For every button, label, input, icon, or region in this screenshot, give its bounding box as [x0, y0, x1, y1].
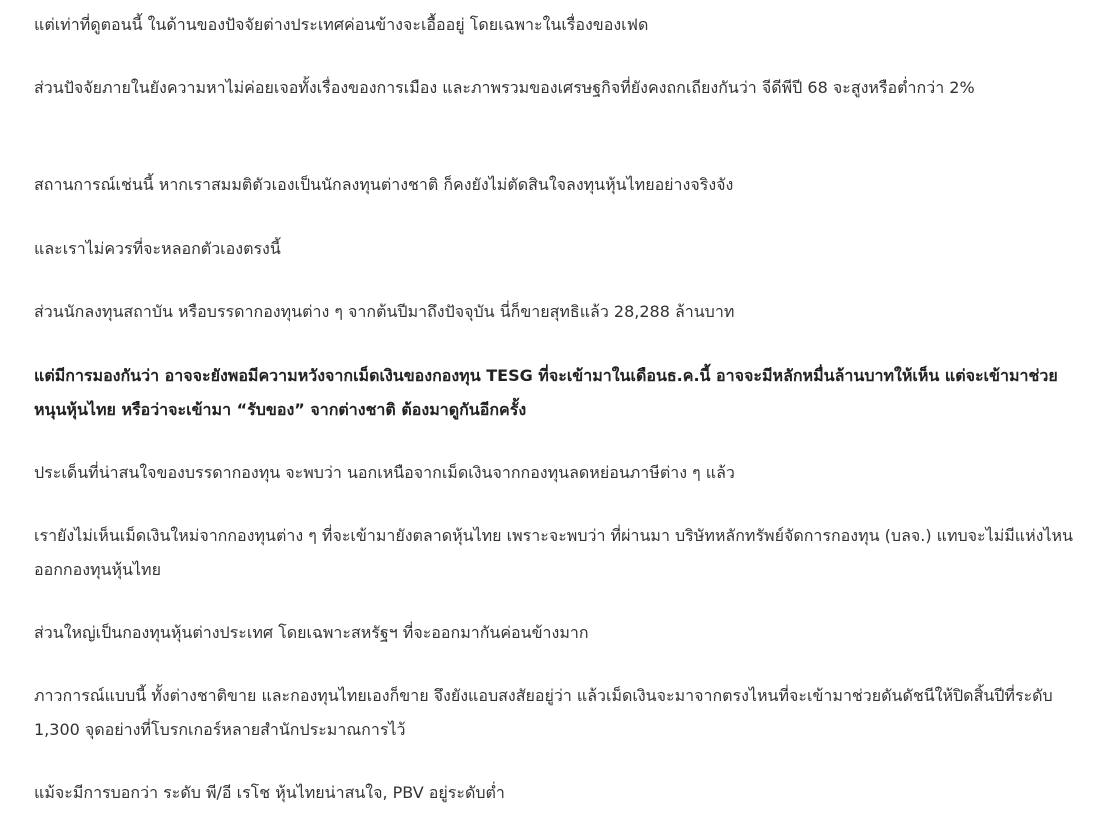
paragraph-1: แต่เท่าที่ดูตอนนี้ ในด้านของปัจจัยต่างประเทศค่อนข้างจะเอื้ออยู่ โดยเฉพาะในเรื่องของเฟด — [34, 15, 649, 34]
paragraph-8: เรายังไม่เห็นเม็ดเงินใหม่จากกองทุนต่าง ๆ ที่จะเข้ามายังตลาดหุ้นไทย เพราะจะพบว่า ที่ผ่านมา บริษัทหลักทรัพย์จัดการกองทุน (บลจ.) แทบจะไม่มีแห่งไหนออกกองทุนหุ้นไทย — [34, 526, 1073, 579]
paragraph-7: ประเด็นที่น่าสนใจของบรรดากองทุน จะพบว่า นอกเหนือจากเม็ดเงินจากกองทุนลดหย่อนภาษีต่าง ๆ แล้ว — [34, 463, 735, 482]
paragraph-9: ส่วนใหญ่เป็นกองทุนหุ้นต่างประเทศ โดยเฉพาะสหรัฐฯ ที่จะออกมากันค่อนข้างมาก — [34, 623, 589, 642]
paragraph-4: และเราไม่ควรที่จะหลอกตัวเองตรงนี้ — [34, 239, 281, 258]
paragraph-6-bold: แต่มีการมองกันว่า อาจจะยังพอมีความหวังจากเม็ดเงินของกองทุน TESG ที่จะเข้ามาในเดือนธ.ค.นี้ อาจจะมีหลักหมื่นล้านบาทให้เห็น แต่จะเข้ามาช่วยหนุนหุ้นไทย หรือว่าจะเข้ามา “รับของ” จากต่างชาติ ต้องมาดูกันอีกครั้ง — [34, 366, 1058, 419]
paragraph-5: ส่วนนักลงทุนสถาบัน หรือบรรดากองทุนต่าง ๆ จากต้นปีมาถึงปัจจุบัน นี่ก็ขายสุทธิแล้ว 28,288 ล้านบาท — [34, 302, 735, 321]
paragraph-3: สถานการณ์เช่นนี้ หากเราสมมติตัวเองเป็นนักลงทุนต่างชาติ ก็คงยังไม่ตัดสินใจลงทุนหุ้นไทยอย่างจริงจัง — [34, 175, 734, 194]
paragraph-10: ภาวการณ์แบบนี้ ทั้งต่างชาติขาย และกองทุนไทยเองก็ขาย จึงยังแอบสงสัยอยู่ว่า แล้วเม็ดเงินจะมาจากตรงไหนที่จะเข้ามาช่วยดันดัชนีให้ปิดสิ้นปีที่ระดับ 1,300 จุดอย่างที่โบรกเกอร์หลายสำนักประมาณการไว้ — [34, 686, 1053, 739]
paragraph-2: ส่วนปัจจัยภายในยังความหาไม่ค่อยเจอทั้งเรื่องของการเมือง และภาพรวมของเศรษฐกิจที่ยังคงถกเถียงกันว่า จีดีพีปี 68 จะสูงหรือต่ำกว่า 2% — [34, 78, 975, 97]
paragraph-11: แม้จะมีการบอกว่า ระดับ พี/อี เรโช หุ้นไทยน่าสนใจ, PBV อยู่ระดับต่ำ — [34, 783, 505, 802]
